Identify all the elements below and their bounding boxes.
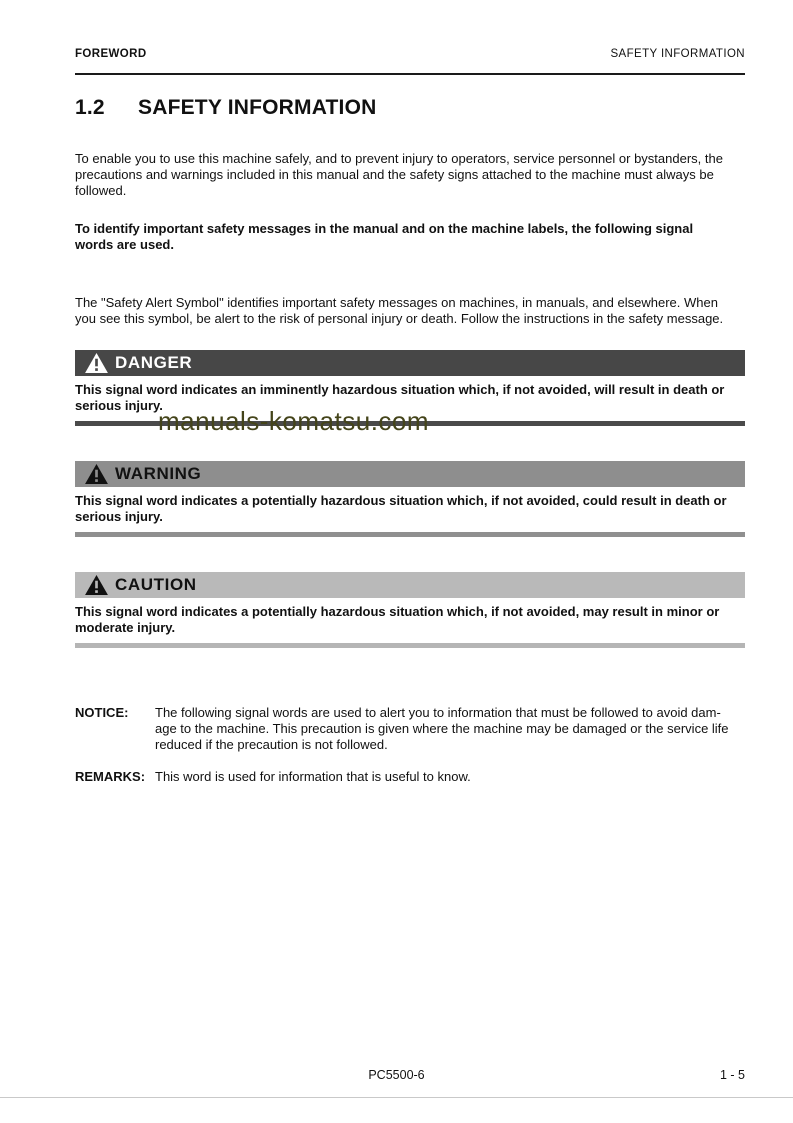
- paragraph-alert-symbol: The "Safety Alert Symbol" identifies important safety messages on machines, in manuals, and elsewhere. When you see this symbol, be alert to the risk of personal injury or death. Follow the instructions in the safety message.: [75, 295, 724, 326]
- caution-banner-label: CAUTION: [115, 575, 197, 594]
- page-header: [75, 0, 745, 60]
- footer-rule: [0, 1097, 793, 1098]
- danger-rule: [75, 406, 745, 436]
- caution-banner: [75, 572, 745, 598]
- warning-banner: [75, 461, 745, 487]
- paragraph-intro: To enable you to use this machine safely, and to prevent injury to operators, service personnel or bystanders, the precautions and warnings included in this manual and the safety signs attached to the machine must always be followed.: [75, 151, 723, 198]
- warning-banner-label: WARNING: [115, 464, 202, 483]
- remarks-label: REMARKS:: [75, 769, 146, 784]
- warning-rule: [75, 532, 745, 537]
- section-number: 1.2: [75, 96, 105, 119]
- caution-rule: [75, 643, 745, 648]
- danger-banner-label: DANGER: [115, 353, 193, 372]
- notice-text: The following signal words are used to alert you to information that must be followed to avoid dam- age to the machine. This precaution is given where the machine may be damaged or the service life reduced if the precaution is not followed.: [155, 705, 729, 752]
- remarks-text: This word is used for information that is useful to know.: [155, 769, 471, 784]
- footer-model-number: PC5500-6: [368, 1068, 425, 1082]
- paragraph-signal-words: To identify important safety messages in the manual and on the machine labels, the following signal words are used.: [75, 221, 694, 252]
- warning-description: This signal word indicates a potentially hazardous situation which, if not avoided, could result in death or serious injury.: [75, 493, 727, 524]
- notice-label: NOTICE:: [75, 705, 129, 720]
- header-chapter-label: SAFETY INFORMATION: [610, 48, 745, 60]
- danger-description: This signal word indicates an imminently hazardous situation which, if not avoided, will result in death or serious injury.: [75, 382, 725, 413]
- warning-triangle-icon: [85, 353, 108, 373]
- header-rule: [75, 73, 745, 75]
- caution-description: This signal word indicates a potentially hazardous situation which, if not avoided, may result in minor or moderate injury.: [75, 604, 720, 635]
- section-title: SAFETY INFORMATION: [138, 96, 377, 119]
- page-title: [75, 96, 745, 120]
- footer-page-number: 1 - 5: [719, 1068, 745, 1082]
- remarks-block: [75, 769, 745, 785]
- danger-banner: [75, 350, 745, 376]
- header-section-label: FOREWORD: [75, 48, 147, 60]
- warning-triangle-icon: [85, 575, 108, 595]
- watermark-text: manuals-komatsu.com: [158, 406, 430, 436]
- warning-triangle-icon: [85, 464, 108, 484]
- notice-block: [75, 705, 745, 753]
